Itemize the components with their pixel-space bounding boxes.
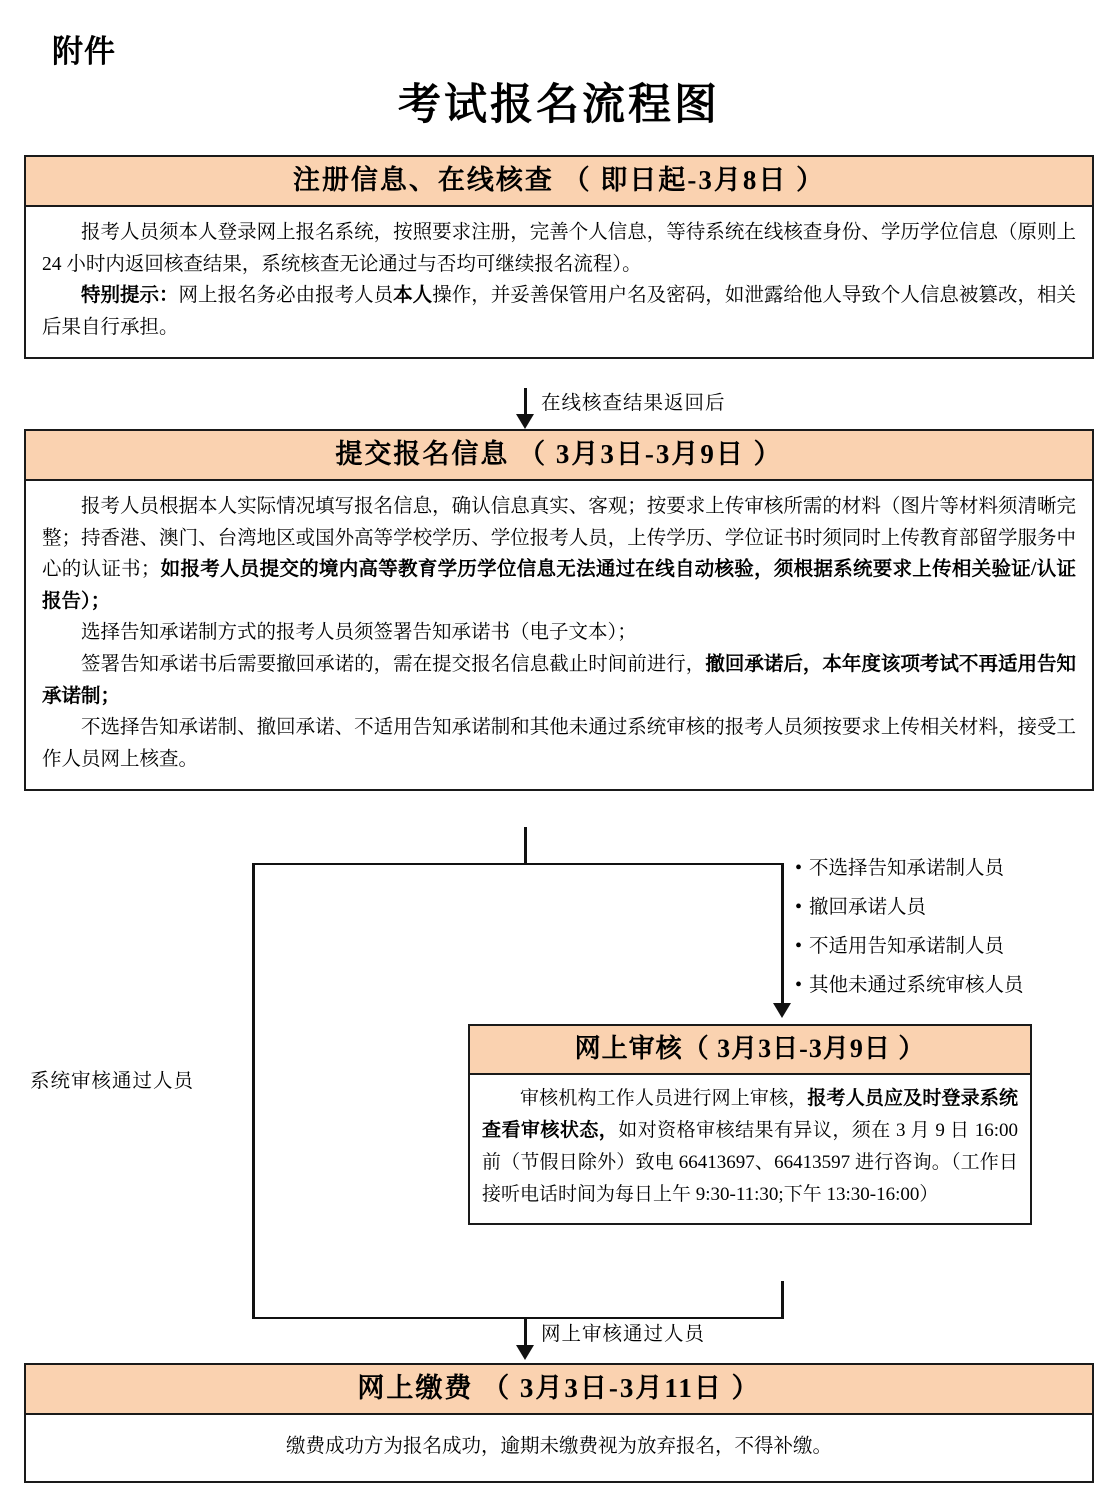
- connector-register-to-submit: [524, 388, 527, 416]
- connector-review-to-payment: [524, 1317, 527, 1347]
- payment-paragraph-1: 缴费成功方为报名成功，逾期未缴费视为放弃报名，不得补缴。: [285, 1436, 832, 1458]
- list-item-label: 撤回承诺人员: [809, 897, 927, 918]
- branch-right-arrowhead: [773, 1003, 791, 1018]
- list-item-label: 不选择告知承诺制人员: [809, 858, 1005, 879]
- bullet-icon: •: [795, 896, 803, 918]
- bullet-icon: •: [795, 974, 803, 996]
- list-item: [795, 975, 1105, 1014]
- register-paragraph-2: [42, 280, 1076, 343]
- review-p1-bold: 报考人员应及时登录系统查看审核状态，: [482, 1087, 1018, 1141]
- register-tip-emph: 本人: [393, 285, 433, 307]
- attachment-label: 附件: [52, 34, 116, 69]
- review-p1-plain-a: 审核机构工作人员进行网上审核，: [520, 1087, 808, 1109]
- list-item: [795, 897, 1105, 936]
- submit-paragraph-1: [42, 491, 1076, 617]
- step-body-register: [26, 207, 1092, 357]
- submit-paragraph-2: 选择告知承诺制方式的报考人员须签署告知承诺书（电子文本）；: [81, 622, 637, 644]
- bullet-icon: •: [795, 857, 803, 879]
- branch-left-line: [252, 863, 255, 1318]
- bullet-icon: •: [795, 935, 803, 957]
- step-body-payment: [26, 1415, 1092, 1481]
- branch-right-line: [781, 863, 784, 1006]
- register-tip-label: 特别提示：: [81, 285, 179, 307]
- step-body-submit: [26, 481, 1092, 789]
- merge-right-line: [781, 1281, 784, 1319]
- merge-horizontal-bar: [252, 1317, 784, 1319]
- connector-label-left-branch: 系统审核通过人员: [30, 1071, 195, 1092]
- list-item: [795, 936, 1105, 975]
- step-header-online-review: 网上审核（ 3月3日-3月9日 ）: [470, 1026, 1030, 1075]
- submit-paragraph-3: [42, 649, 1076, 712]
- page-title: 考试报名流程图: [398, 82, 720, 129]
- review-paragraph-1: [482, 1083, 1018, 1211]
- connector-label-review-to-payment: 网上审核通过人员: [541, 1324, 706, 1345]
- register-paragraph-1: 报考人员须本人登录网上报名系统，按照要求注册，完善个人信息，等待系统在线核查身份、学历学位信息（原则上 24 小时内返回核查结果，系统核查无论通过与否均可继续报名流程）。: [42, 222, 1076, 275]
- step-body-online-review: [470, 1075, 1030, 1223]
- branch-horizontal-bar: [252, 863, 784, 865]
- step-header-register: 注册信息、在线核查 （ 即日起-3月8日 ）: [26, 157, 1092, 207]
- list-item-label: 其他未通过系统审核人员: [809, 975, 1024, 996]
- submit-p1-plain: 报考人员根据本人实际情况填写报名信息，确认信息真实、客观；按要求上传审核所需的材料（图片等材料须清晰完整；持香港、澳门、台湾地区或国外高等学校学历、学位报考人员，上传学历、学位证书时须同时上传教育部留学服务中心的认证书；: [42, 496, 1076, 581]
- list-item-label: 不适用告知承诺制人员: [809, 936, 1005, 957]
- branch-condition-list: [795, 858, 1105, 1014]
- submit-p3-bold: 撤回承诺后，本年度该项考试不再适用告知承诺制；: [42, 653, 1076, 707]
- connector-arrowhead-2: [516, 1345, 534, 1360]
- register-tip-text-b: 操作，并妥善保管用户名及密码，如泄露给他人导致个人信息被篡改，相关后果自行承担。: [42, 285, 1076, 338]
- step-box-payment: [24, 1363, 1094, 1483]
- step-header-payment: 网上缴费 （ 3月3日-3月11日 ）: [26, 1365, 1092, 1415]
- submit-p1-bold: 如报考人员提交的境内高等教育学历学位信息无法通过在线自动核验，须根据系统要求上传相关验证/认证报告）；: [42, 559, 1076, 612]
- connector-arrowhead-1: [516, 414, 534, 429]
- submit-paragraph-4: 不选择告知承诺制、撤回承诺、不适用告知承诺制和其他未通过系统审核的报考人员须按要求上传相关材料，接受工作人员网上核查。: [42, 717, 1076, 770]
- step-box-submit: [24, 429, 1094, 791]
- connector-label-register-to-submit: 在线核查结果返回后: [541, 393, 726, 414]
- step-box-online-review: [468, 1024, 1032, 1225]
- review-p1-plain-b: 如对资格审核结果有异议，须在 3 月 9 日 16:00 前（节假日除外）致电 66413697、66413597 进行咨询。（工作日接听电话时间为每日上午 9:30-11:30;下午 13:30-16:00）: [482, 1119, 1018, 1205]
- list-item: [795, 858, 1105, 897]
- step-box-register: [24, 155, 1094, 359]
- register-tip-text-a: 网上报名务必由报考人员: [178, 285, 394, 307]
- branch-stub-line: [524, 827, 527, 865]
- submit-p3-plain: 签署告知承诺书后需要撤回承诺的，需在提交报名信息截止时间前进行，: [81, 653, 706, 675]
- step-header-submit: 提交报名信息 （ 3月3日-3月9日 ）: [26, 431, 1092, 481]
